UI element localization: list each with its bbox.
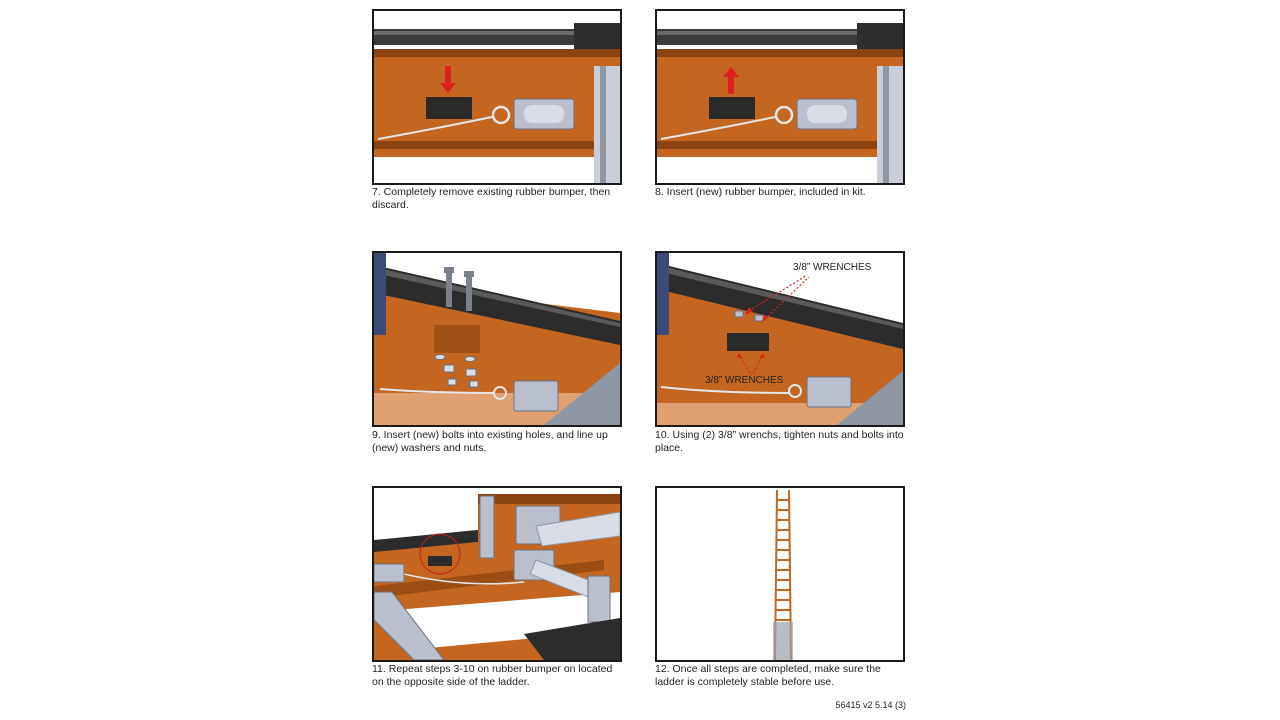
rubber-bumper xyxy=(727,333,769,351)
bumper-ghost xyxy=(434,325,480,353)
document-code: 56415 v2 5.14 (3) xyxy=(835,700,906,710)
step-7-caption: 7. Completely remove existing rubber bumper, then discard. xyxy=(372,186,611,211)
step-12-illustration xyxy=(655,486,905,662)
wrench-callout-bottom: 3/8” WRENCHES xyxy=(705,375,784,386)
rubber-bumper xyxy=(426,97,472,119)
step-8-caption: 8. Insert (new) rubber bumper, included in kit. xyxy=(655,186,866,198)
rubber-bumper xyxy=(709,97,755,119)
step-8-illustration xyxy=(655,9,905,185)
step-7-illustration xyxy=(372,9,622,185)
step-10-caption: 10. Using (2) 3/8” wrenchs, tighten nuts and bolts into place. xyxy=(655,429,904,454)
step-9-illustration xyxy=(372,251,622,427)
step-11-caption: 11. Repeat steps 3-10 on rubber bumper on located on the opposite side of the ladder. xyxy=(372,663,613,688)
step-10-illustration xyxy=(655,251,905,427)
wrench-callout-top: 3/8” WRENCHES xyxy=(793,262,872,273)
step-11-illustration xyxy=(372,486,622,662)
ladder-graphic xyxy=(657,488,903,660)
step-9-caption: 9. Insert (new) bolts into existing holes, and line up (new) washers and nuts. xyxy=(372,429,608,454)
step-12-caption: 12. Once all steps are completed, make sure the ladder is completely stable before use. xyxy=(655,663,881,688)
